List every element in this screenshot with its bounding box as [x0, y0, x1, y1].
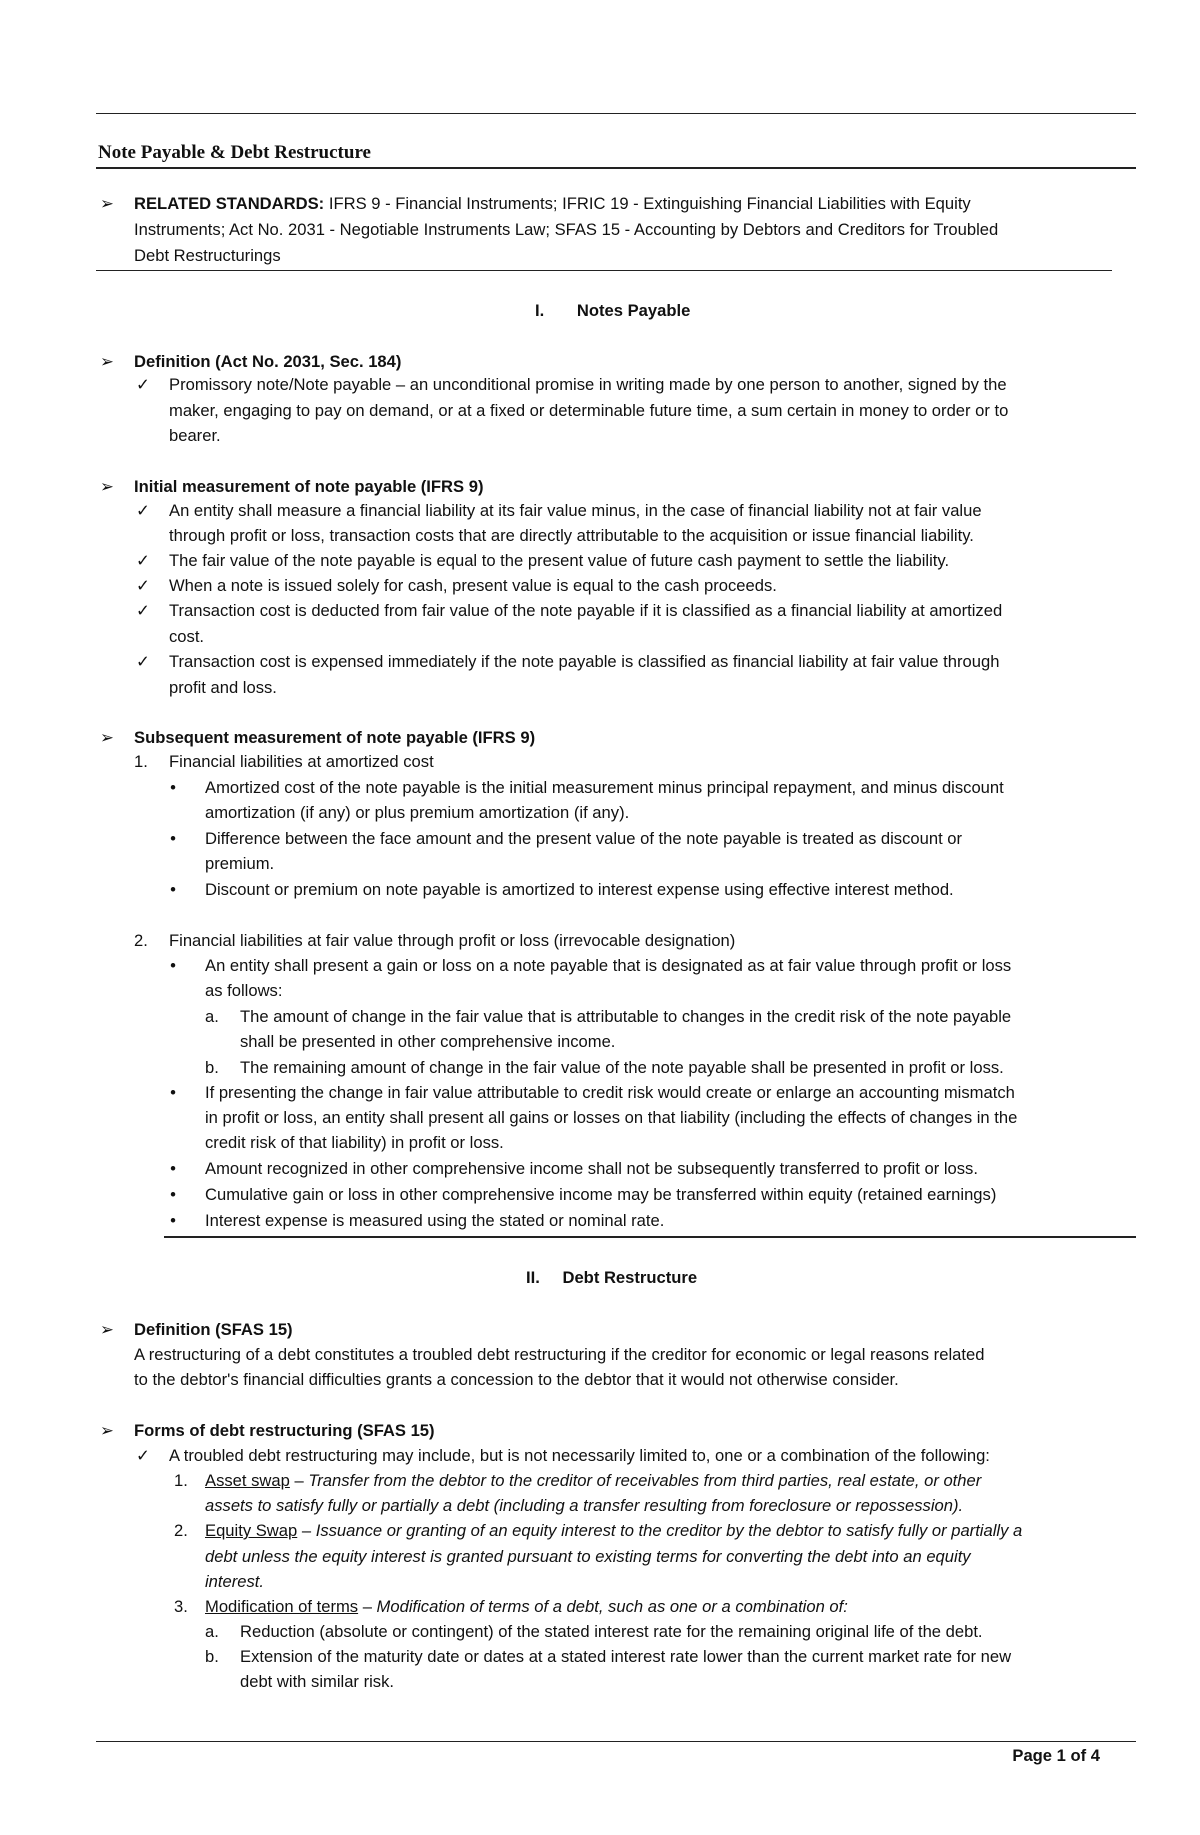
definition-line-2: maker, engaging to pay on demand, or at a fixed or determinable future time, a sum certain in money to order or to — [169, 401, 1009, 420]
amortized-line-2: amortization (if any) or plus premium amortization (if any). — [205, 803, 630, 822]
related-standards-line-2: Instruments; Act No. 2031 - Negotiable Instruments Law; SFAS 15 - Accounting by Debtors and Creditors for Troubled — [134, 220, 999, 239]
list-number-2: 2. — [134, 931, 148, 950]
fvtpl-line-7: in profit or loss, an entity shall present all gains or losses on that liability (including the effects of changes in the — [205, 1108, 1018, 1127]
bullet-icon: • — [170, 829, 176, 848]
initial-line-2: through profit or loss, transaction costs that are directly attributable to the acquisition or issue financial liability. — [169, 526, 974, 545]
check-icon: ✓ — [136, 652, 150, 671]
modification-text: Modification of terms of a debt, such as one or a combination of: — [376, 1597, 848, 1616]
fvtpl-line-8: credit risk of that liability) in profit or loss. — [205, 1133, 504, 1152]
section-1-number: I. — [535, 301, 545, 320]
section-1-title: Notes Payable — [576, 301, 691, 320]
fvtpl-line-9: Amount recognized in other comprehensive income shall not be subsequently transferred to profit or loss. — [205, 1159, 978, 1178]
related-standards-text-1: IFRS 9 - Financial Instruments; IFRIC 19 - Extinguishing Financial Liabilities with Equity — [328, 194, 971, 213]
amortized-cost-item: Financial liabilities at amortized cost — [169, 752, 434, 771]
arrow-icon: ➢ — [100, 352, 114, 371]
amortized-line-1: Amortized cost of the note payable is the initial measurement minus principal repayment, and minus discount — [205, 778, 1004, 797]
fvtpl-line-10: Cumulative gain or loss in other comprehensive income may be transferred within equity (retained earnings) — [205, 1185, 997, 1204]
related-standards-rule — [96, 270, 1112, 271]
bullet-icon: • — [170, 880, 176, 899]
forms-number-3: 3. — [174, 1597, 188, 1616]
dash-separator: – — [297, 1521, 316, 1540]
fvtpl-item: Financial liabilities at fair value through profit or loss (irrevocable designation) — [169, 931, 736, 950]
subsequent-measurement-heading: Subsequent measurement of note payable (IFRS 9) — [134, 728, 536, 747]
section-2-heading — [526, 1265, 697, 1290]
footer-rule — [96, 1741, 1136, 1742]
forms-number-2: 2. — [174, 1521, 188, 1540]
mod-letter-b: b. — [205, 1647, 219, 1666]
check-icon: ✓ — [136, 576, 150, 595]
related-standards-label: RELATED STANDARDS: — [134, 194, 325, 213]
list-letter-a: a. — [205, 1007, 219, 1026]
page-number: Page 1 of 4 — [1012, 1746, 1100, 1765]
forms-heading: Forms of debt restructuring (SFAS 15) — [134, 1421, 435, 1440]
dash-separator: – — [358, 1597, 377, 1616]
initial-line-3: The fair value of the note payable is equal to the present value of future cash payment to settle the liability. — [169, 551, 950, 570]
initial-measurement-heading: Initial measurement of note payable (IFRS 9) — [134, 477, 484, 496]
fvtpl-line-1: An entity shall present a gain or loss on a note payable that is designated as at fair value through profit or loss — [205, 956, 1012, 975]
bullet-icon: • — [170, 1185, 176, 1204]
section-2-number: II. — [526, 1268, 540, 1287]
bullet-icon: • — [170, 1211, 176, 1230]
fvtpl-line-3: The amount of change in the fair value that is attributable to changes in the credit risk of the note payable — [240, 1007, 1012, 1026]
modification-label: Modification of terms — [205, 1597, 359, 1616]
asset-swap-label: Asset swap — [205, 1471, 290, 1490]
mod-line-3: debt with similar risk. — [240, 1672, 394, 1691]
bullet-icon: • — [170, 1159, 176, 1178]
section-1-end-rule — [164, 1236, 1136, 1238]
fvtpl-line-2: as follows: — [205, 981, 283, 1000]
bullet-icon: • — [170, 956, 176, 975]
fvtpl-line-4: shall be presented in other comprehensive income. — [240, 1032, 616, 1051]
definition-heading: Definition (Act No. 2031, Sec. 184) — [134, 352, 402, 371]
amortized-line-4: premium. — [205, 854, 275, 873]
fvtpl-line-6: If presenting the change in fair value attributable to credit risk would create or enlarge an accounting mismatch — [205, 1083, 1015, 1102]
equity-swap-line-1 — [205, 1518, 1022, 1543]
document-title: Note Payable & Debt Restructure — [98, 142, 371, 163]
debt-definition-heading: Definition (SFAS 15) — [134, 1320, 293, 1339]
related-standards-line-1 — [134, 191, 971, 216]
initial-line-8: profit and loss. — [169, 678, 277, 697]
dash-separator: – — [289, 1471, 309, 1490]
list-number-1: 1. — [134, 752, 148, 771]
asset-swap-text-1: Transfer from the debtor to the creditor of receivables from third parties, real estate, or other — [308, 1471, 982, 1490]
initial-line-4: When a note is issued solely for cash, present value is equal to the cash proceeds. — [169, 576, 777, 595]
initial-line-6: cost. — [169, 627, 205, 646]
initial-line-5: Transaction cost is deducted from fair value of the note payable if it is classified as a financial liability at amortized — [169, 601, 1003, 620]
equity-swap-line-2: debt unless the equity interest is granted pursuant to existing terms for converting the debt into an equity — [205, 1547, 971, 1566]
check-icon: ✓ — [136, 501, 150, 520]
initial-line-1: An entity shall measure a financial liability at its fair value minus, in the case of financial liability not at fair value — [169, 501, 982, 520]
list-letter-b: b. — [205, 1058, 219, 1077]
equity-swap-line-3: interest. — [205, 1572, 265, 1591]
bullet-icon: • — [170, 1083, 176, 1102]
top-rule — [96, 113, 1136, 114]
arrow-icon: ➢ — [100, 1421, 114, 1440]
arrow-icon: ➢ — [100, 477, 114, 496]
amortized-line-5: Discount or premium on note payable is amortized to interest expense using effective interest method. — [205, 880, 954, 899]
forms-number-1: 1. — [174, 1471, 188, 1490]
arrow-icon: ➢ — [100, 194, 114, 213]
debt-definition-line-1: A restructuring of a debt constitutes a troubled debt restructuring if the creditor for economic or legal reasons related — [134, 1345, 985, 1364]
modification-line — [205, 1594, 848, 1619]
equity-swap-label: Equity Swap — [205, 1521, 298, 1540]
mod-line-2: Extension of the maturity date or dates at a stated interest rate lower than the current market rate for new — [240, 1647, 1012, 1666]
check-icon: ✓ — [136, 1446, 150, 1465]
bullet-icon: • — [170, 778, 176, 797]
fvtpl-line-11: Interest expense is measured using the stated or nominal rate. — [205, 1211, 665, 1230]
arrow-icon: ➢ — [100, 728, 114, 747]
arrow-icon: ➢ — [100, 1320, 114, 1339]
forms-intro: A troubled debt restructuring may include, but is not necessarily limited to, one or a combination of the following: — [169, 1446, 990, 1465]
definition-line-3: bearer. — [169, 426, 221, 445]
title-underline — [96, 167, 1136, 169]
fvtpl-line-5: The remaining amount of change in the fair value of the note payable shall be presented in profit or loss. — [240, 1058, 1004, 1077]
definition-line-1: Promissory note/Note payable – an unconditional promise in writing made by one person to another, signed by the — [169, 375, 1007, 394]
section-1-heading — [535, 298, 690, 323]
check-icon: ✓ — [136, 551, 150, 570]
mod-line-1: Reduction (absolute or contingent) of the stated interest rate for the remaining original life of the debt. — [240, 1622, 983, 1641]
check-icon: ✓ — [136, 375, 150, 394]
asset-swap-line-1 — [205, 1468, 981, 1493]
asset-swap-line-2: assets to satisfy fully or partially a debt (including a transfer resulting from foreclosure or repossession). — [205, 1496, 964, 1515]
initial-line-7: Transaction cost is expensed immediately if the note payable is classified as financial liability at fair value through — [169, 652, 1000, 671]
amortized-line-3: Difference between the face amount and the present value of the note payable is treated as discount or — [205, 829, 963, 848]
debt-definition-line-2: to the debtor's financial difficulties grants a concession to the debtor that it would not otherwise consider. — [134, 1370, 899, 1389]
related-standards-line-3: Debt Restructurings — [134, 246, 281, 265]
section-2-title: Debt Restructure — [562, 1268, 698, 1287]
mod-letter-a: a. — [205, 1622, 219, 1641]
check-icon: ✓ — [136, 601, 150, 620]
equity-swap-text-1: Issuance or granting of an equity interest to the creditor by the debtor to satisfy fully or partially a — [315, 1521, 1023, 1540]
